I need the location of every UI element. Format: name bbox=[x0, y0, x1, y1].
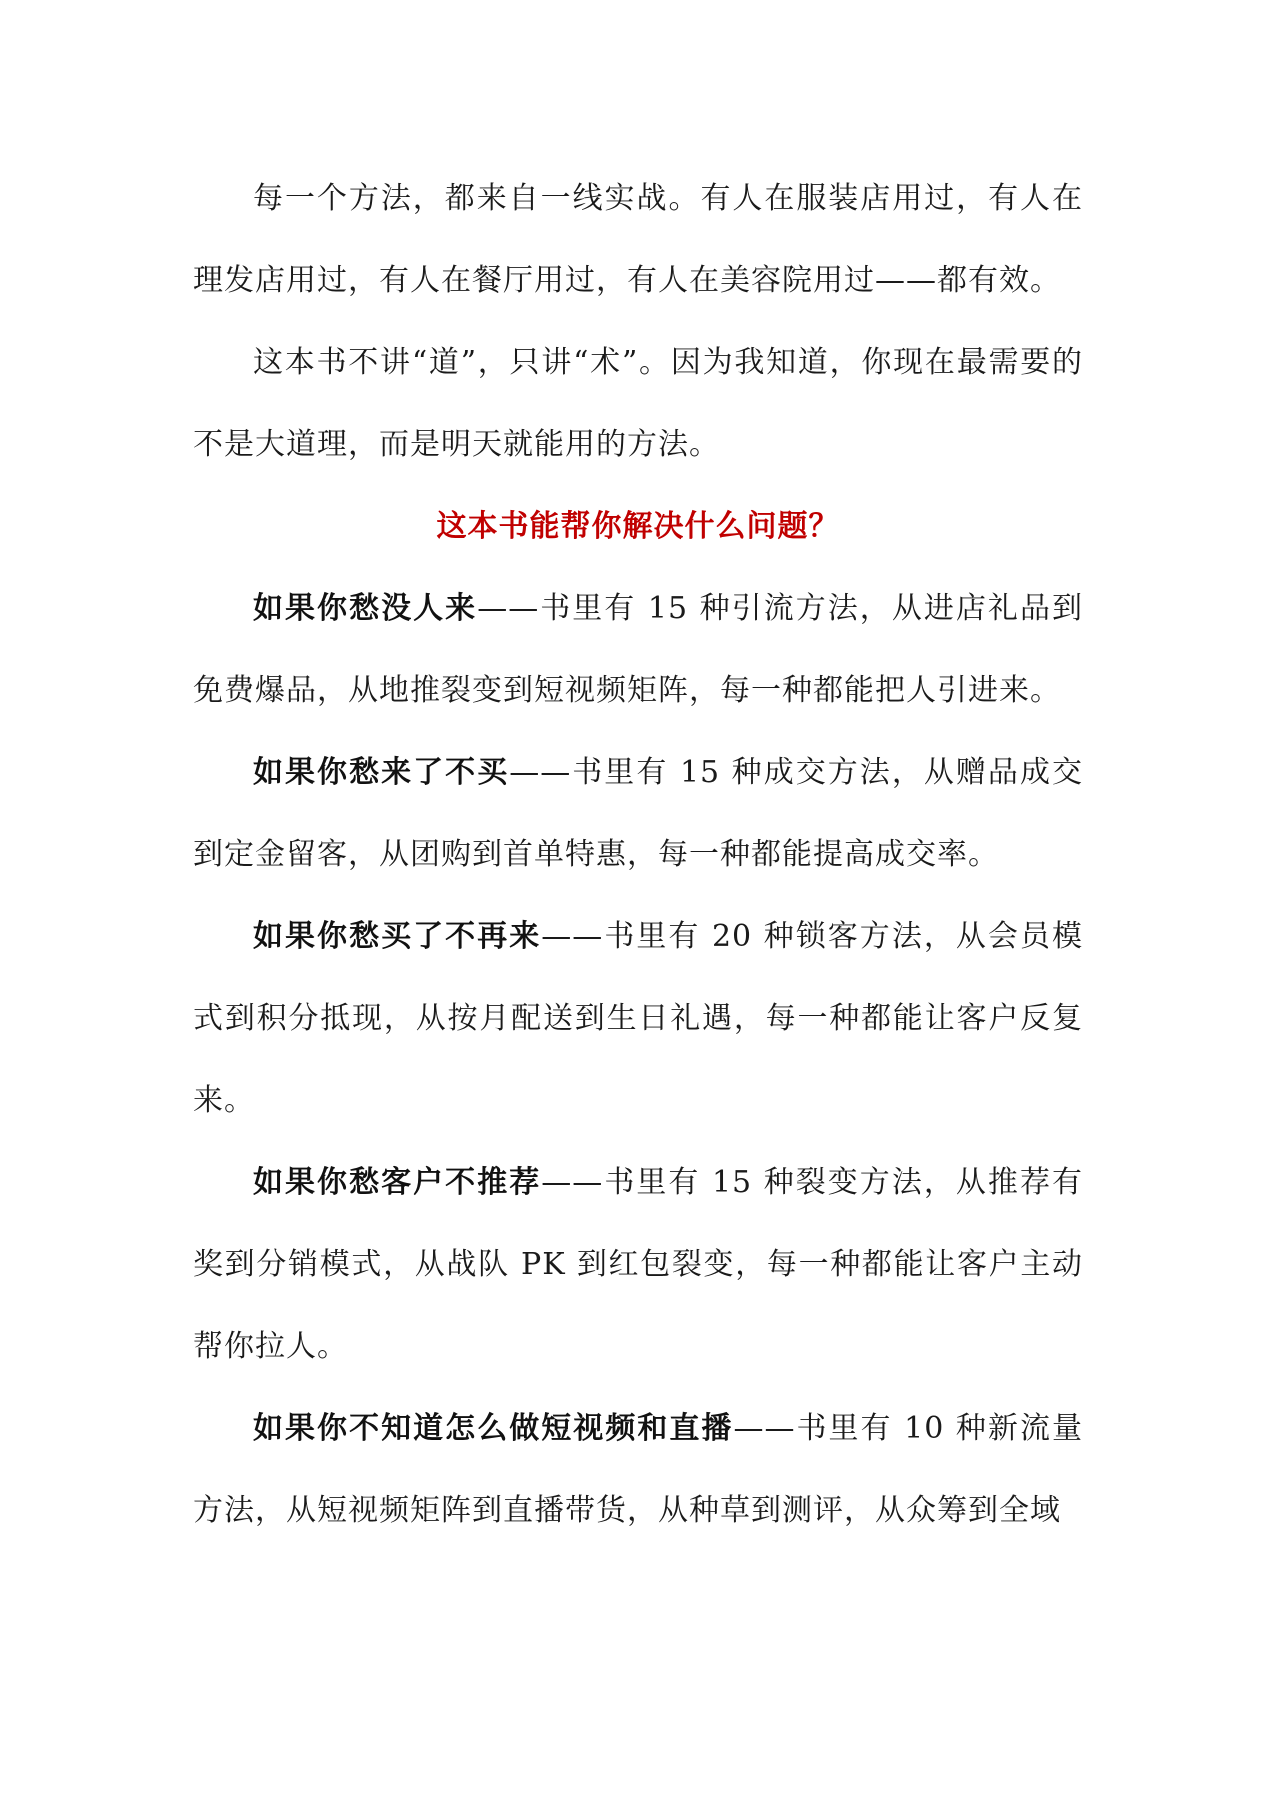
problem-body: ——书里有 15 种成交方法，从赠品成交到定金留客，从团购到首单特惠，每一种都能提高成交率。 bbox=[193, 755, 1083, 872]
problem-lead: 如果你愁客户不推荐 bbox=[253, 1165, 542, 1200]
intro-paragraph-1: 每一个方法，都来自一线实战。有人在服装店用过，有人在理发店用过，有人在餐厅用过，有人在美容院用过——都有效。 bbox=[193, 181, 1083, 298]
intro-paragraph-2: 这本书不讲“道”，只讲“术”。因为我知道，你现在最需要的不是大道理，而是明天就能用的方法。 bbox=[193, 345, 1083, 462]
problem-body: ——书里有 10 种新流量方法，从短视频矩阵到直播带货，从种草到测评，从众筹到全域 bbox=[193, 1411, 1083, 1528]
problem-lead: 如果你不知道怎么做短视频和直播 bbox=[253, 1411, 734, 1446]
problem-paragraph-retention bbox=[193, 896, 1083, 1142]
problem-paragraph-conversion bbox=[193, 732, 1083, 896]
problem-lead: 如果你愁没人来 bbox=[253, 591, 478, 626]
problem-lead: 如果你愁买了不再来 bbox=[253, 919, 542, 954]
page-content bbox=[193, 158, 1083, 1552]
problem-paragraph-traffic bbox=[193, 568, 1083, 732]
problem-paragraph-referral bbox=[193, 1142, 1083, 1388]
section-heading: 这本书能帮你解决什么问题？ bbox=[436, 509, 840, 544]
problem-paragraph-video-live bbox=[193, 1388, 1083, 1552]
problem-lead: 如果你愁来了不买 bbox=[253, 755, 510, 790]
problem-body: ——书里有 15 种裂变方法，从推荐有奖到分销模式，从战队 PK 到红包裂变，每一种都能让客户主动帮你拉人。 bbox=[193, 1165, 1083, 1364]
problem-body: ——书里有 20 种锁客方法，从会员模式到积分抵现，从按月配送到生日礼遇，每一种都能让客户反复来。 bbox=[193, 919, 1083, 1118]
problem-body: ——书里有 15 种引流方法，从进店礼品到免费爆品，从地推裂变到短视频矩阵，每一种都能把人引进来。 bbox=[193, 591, 1083, 708]
